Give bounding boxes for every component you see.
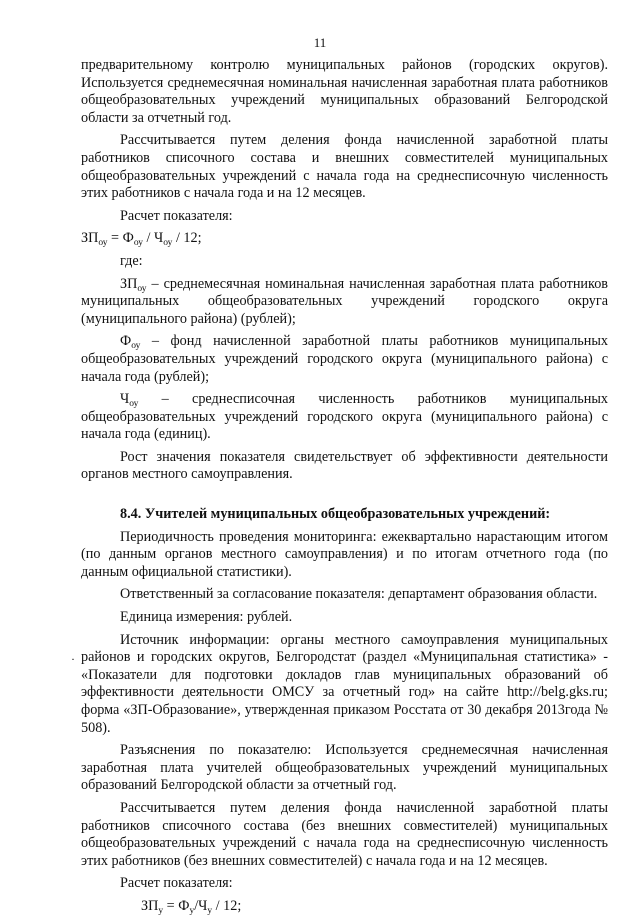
where-label: где: <box>120 252 143 269</box>
formula-zp-u: $ЗП_у = Ф_у/Ч_у / 12$; <box>141 897 242 916</box>
definition-zp-ou: $ЗП_{оу}$ – среднемесячная номинальная начисленная заработная плата работников муниципальных общеобразовательных учреждений городского округа (муниципального района) (рублей); <box>81 275 608 327</box>
paragraph-periodicity: Периодичность проведения мониторинга: ежеквартально нарастающим итогом (по данным органов местного самоуправления) и по итогам отчетного года (по данным официальной статистики). <box>81 528 608 580</box>
document-body <box>81 57 608 921</box>
paragraph-calculation-method-2: Рассчитывается путем деления фонда начисленной заработной платы работников списочного состава (без внешних совместителей) муниципальных общеобразовательных учреждений с начала года на среднесписочную численность этих работников (без внешних совместителей) с начала года и на 12 месяцев. <box>81 799 608 869</box>
paragraph-source: Источник информации: органы местного самоуправления муниципальных районов и городских округов, Белгородстат (раздел «Муниципальная статистика» - «Показатели для подготовки докладов глав муниципальных образований об эффективности деятельности ОМСУ за отчетный год» на сайте http://belg.gks.ru; форма «ЗП-Образование», утвержденная приказом Росстата от 30 декабря 2013года № 508). <box>81 631 608 736</box>
section-heading-8-4: 8.4. Учителей муниципальных общеобразовательных учреждений: <box>120 506 551 523</box>
definition-ch-ou: $Ч_{оу}$ – среднесписочная численность работников муниципальных общеобразовательных учреждений городского округа (муниципального района) с начала года (единиц). <box>81 391 608 443</box>
paragraph-growth-note: Рост значения показателя свидетельствует об эффективности деятельности органов местного самоуправления. <box>81 448 608 483</box>
formula-zp-ou: $ЗП_{оу} = Ф_{оу} / Ч_{оу} / 12$; <box>81 230 202 249</box>
paragraph-calculation-label-2: Расчет показателя: <box>120 875 233 892</box>
paragraph-continuation: предварительному контролю муниципальных районов (городских округов). Используется среднемесячная номинальная начисленная заработная плата работников общеобразовательных учреждений муниципальных образований Белгородской области за отчетный год. <box>81 57 608 126</box>
page-number: 11 <box>313 35 327 50</box>
margin-mark: · <box>71 652 75 666</box>
definition-f-ou: $Ф_{оу}$ – фонд начисленной заработной платы работников муниципальных общеобразовательных учреждений городского округа (муниципального района) с начала года (рублей); <box>81 333 608 385</box>
paragraph-responsible: Ответственный за согласование показателя: департамент образования области. <box>120 586 598 603</box>
paragraph-calculation-label: Расчет показателя: <box>120 207 233 224</box>
paragraph-unit: Единица измерения: рублей. <box>120 609 293 626</box>
paragraph-calculation-method: Рассчитывается путем деления фонда начисленной заработной платы работников списочного состава и внешних совместителей муниципальных общеобразовательных учреждений с начала года на среднесписочную численность этих работников с начала года и на 12 месяцев. <box>81 132 608 202</box>
paragraph-explanation: Разъяснения по показателю: Используется среднемесячная начисленная заработная плата учителей общеобразовательных учреждений муниципальных образований Белгородской области за отчетный год. <box>81 742 608 794</box>
